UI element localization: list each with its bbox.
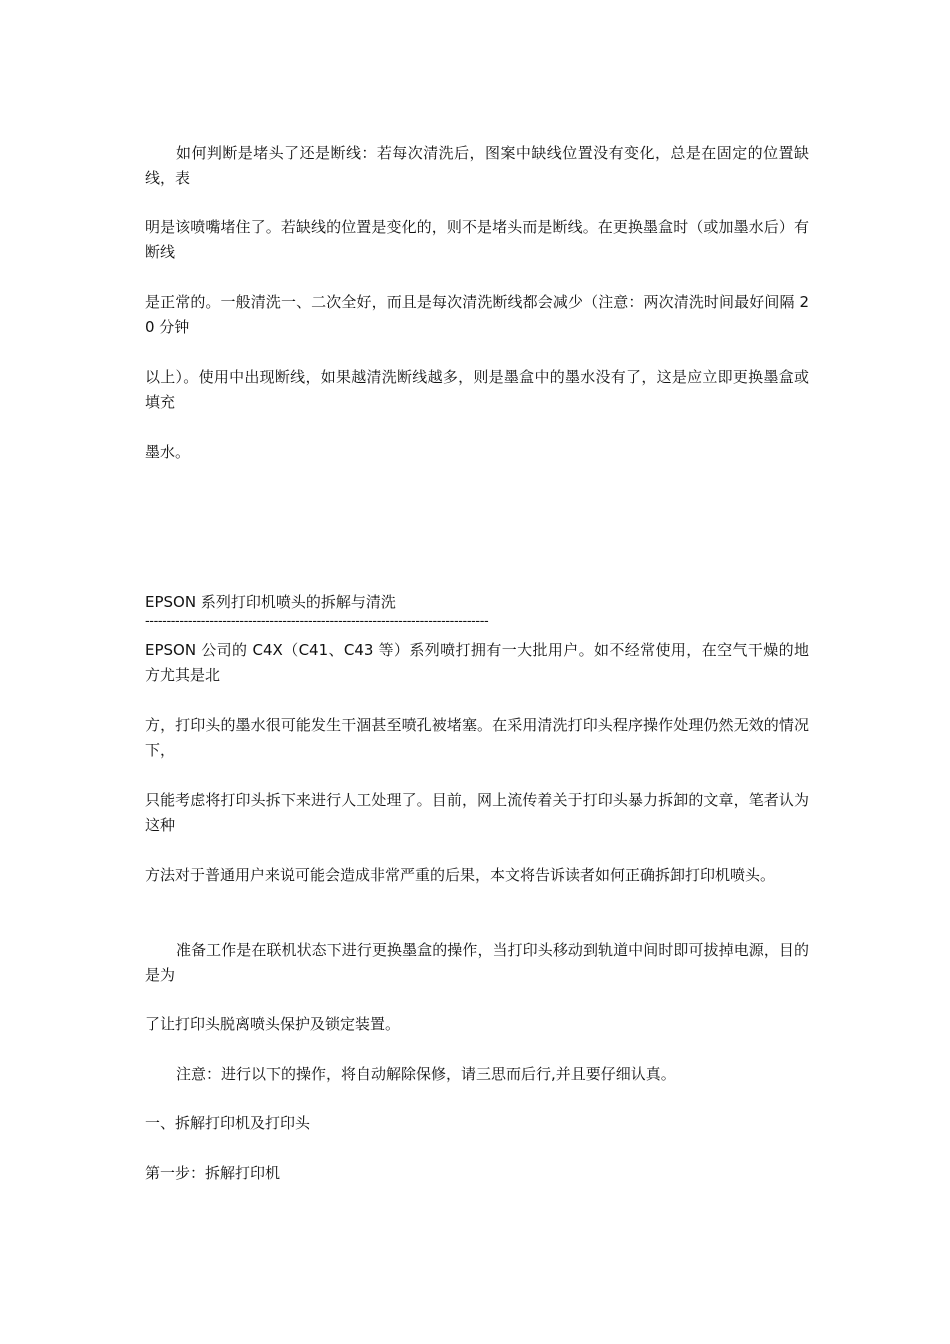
subheading-step-one: 第一步：拆解打印机 (145, 1164, 281, 1182)
paragraph-manual-removal: 只能考虑将打印头拆下来进行人工处理了。目前，网上流传着关于打印头暴力拆卸的文章，笔者认为这种 (145, 791, 809, 834)
paragraph-epson-intro: EPSON 公司的 C4X（C41、C43 等）系列喷打拥有一大批用户。如不经常使用，在空气干燥的地方尤其是北 (145, 641, 809, 684)
paragraph-preparation-cont: 了让打印头脱离喷头保护及锁定装置。 (145, 1015, 401, 1033)
paragraph-warning: 注意：进行以下的操作，将自动解除保修，请三思而后行,并且要仔细认真。 (176, 1065, 676, 1083)
paragraph-ink-dry: 方，打印头的墨水很可能发生干涸甚至喷孔被堵塞。在采用清洗打印头程序操作处理仍然无效的情况下， (145, 716, 809, 759)
paragraph-clog-vs-break: 如何判断是堵头了还是断线：若每次清洗后，图案中缺线位置没有变化，总是在固定的位置缺线，表 (145, 144, 809, 187)
paragraph-replace-cartridge: 以上）。使用中出现断线，如果越清洗断线越多，则是墨盒中的墨水没有了，这是应立即更换墨盒或填充 (145, 368, 809, 411)
paragraph-ink-end: 墨水。 (145, 443, 191, 461)
section-title: EPSON 系列打印机喷头的拆解与清洗 (145, 593, 396, 611)
subheading-disassembly: 一、拆解打印机及打印头 (145, 1114, 311, 1132)
paragraph-nozzle-blocked: 明是该喷嘴堵住了。若缺线的位置是变化的，则不是堵头而是断线。在更换墨盒时（或加墨水后）有断线 (145, 218, 809, 261)
paragraph-preparation: 准备工作是在联机状态下进行更换墨盒的操作，当打印头移动到轨道中间时即可拔掉电源，目的是为 (145, 941, 809, 984)
paragraph-correct-method: 方法对于普通用户来说可能会造成非常严重的后果，本文将告诉读者如何正确拆卸打印机喷头。 (145, 866, 776, 884)
dashed-divider: -------------------------------------------------------------------------------- (145, 614, 489, 629)
paragraph-normal-cleaning: 是正常的。一般清洗一、二次全好，而且是每次清洗断线都会减少（注意：两次清洗时间最好间隔 20 分钟 (145, 293, 809, 336)
